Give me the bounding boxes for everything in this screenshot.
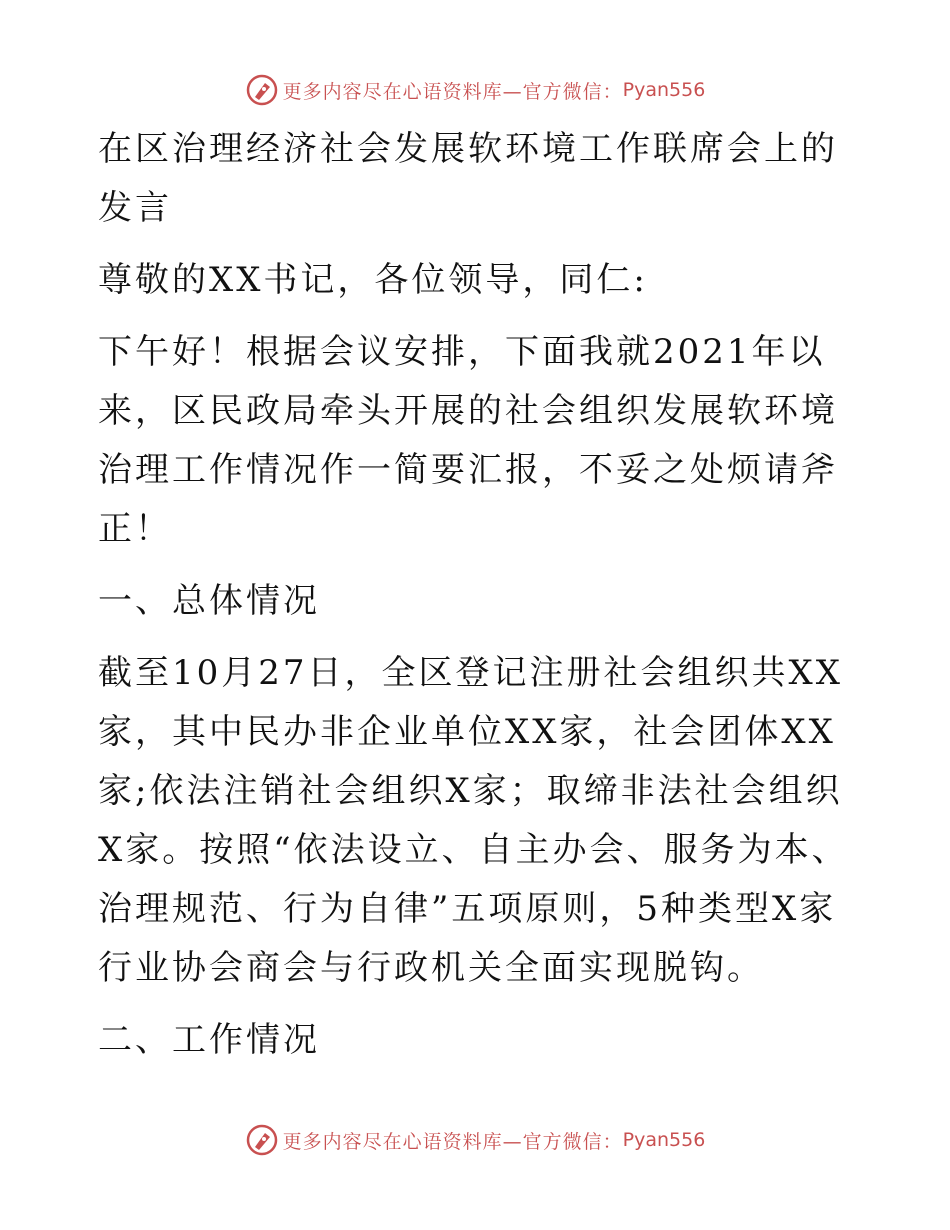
document-body xyxy=(98,120,858,1070)
footer-watermark xyxy=(0,1120,950,1160)
watermark-text: 更多内容尽在心语资料库—官方微信： xyxy=(282,80,623,103)
document-title: 在区治理经济社会发展软环境工作联席会上的发言 xyxy=(98,129,838,228)
watermark-text: 更多内容尽在心语资料库—官方微信： xyxy=(282,1130,623,1153)
watermark-wechat-id: Pyan556 xyxy=(622,1129,706,1151)
section-heading-work: 二、工作情况 xyxy=(98,1020,320,1060)
section-heading-overview: 一、总体情况 xyxy=(98,581,320,621)
watermark-wechat-id: Pyan556 xyxy=(622,79,706,101)
opening-paragraph: 下午好！根据会议安排，下面我就2021年以来，区民政局牵头开展的社会组织发展软环境治理工作情况作一简要汇报，不妥之处烦请斧正！ xyxy=(98,332,838,549)
pen-nib-logo-icon xyxy=(245,73,279,107)
salutation: 尊敬的XX书记，各位领导，同仁: xyxy=(98,260,648,300)
overview-paragraph: 截至10月27日，全区登记注册社会组织共XX家，其中民办非企业单位XX家，社会团体XX家;依法注销社会组织X家；取缔非法社会组织X家。按照“依法设立、自主办会、服务为本、治理规范、行为自律”五项原则，5种类型X家行业协会商会与行政机关全面实现脱钩。 xyxy=(98,653,849,988)
header-watermark xyxy=(0,70,950,110)
pen-nib-logo-icon xyxy=(245,1123,279,1157)
